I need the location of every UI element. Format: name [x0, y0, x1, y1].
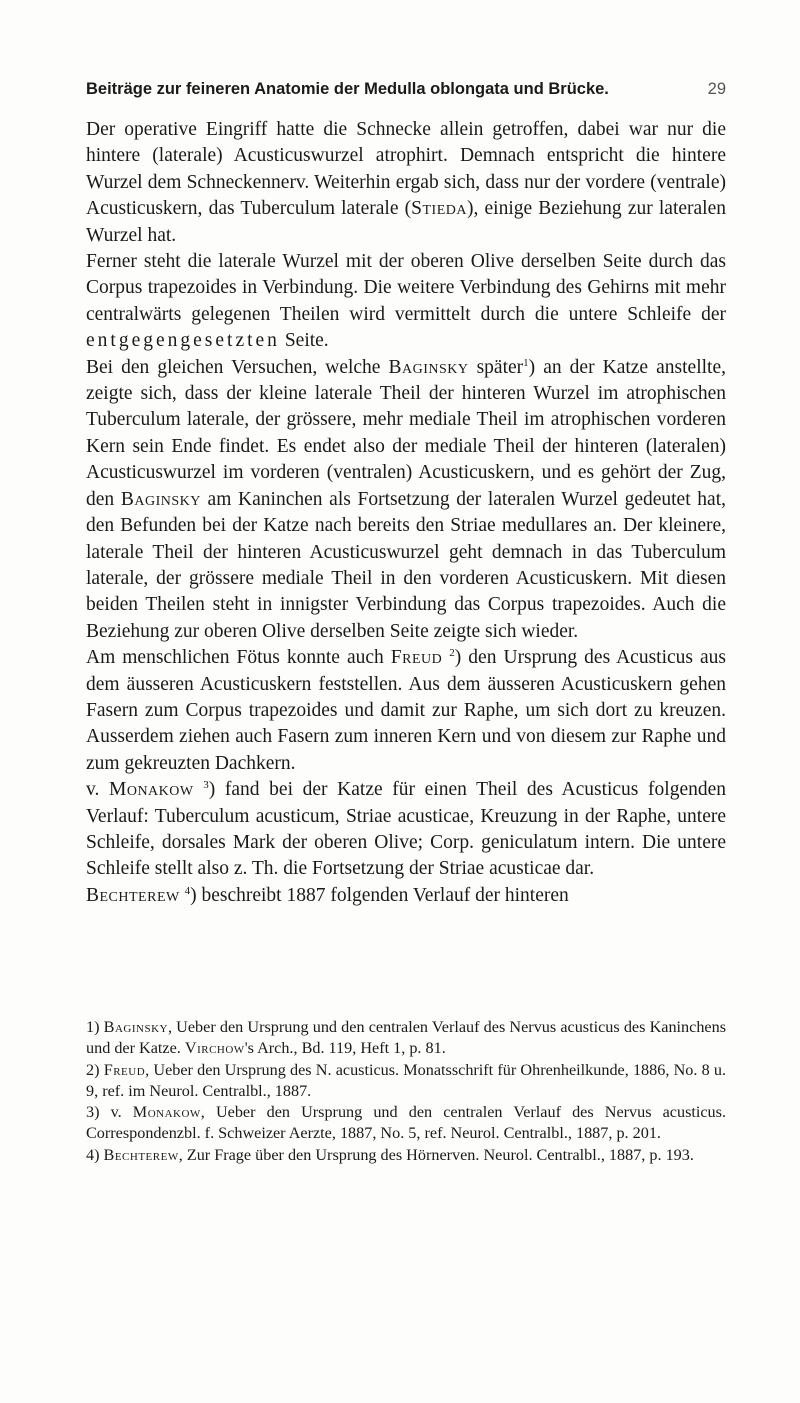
paragraph: v. Monakow $^3$) fand bei der Katze für einen Theil des Acusticus folgenden Verlauf: Tuberculum acusticum, Striae acusticae, Kreuzung in der Raphe, untere Schleife, dorsales Mark der oberen Olive; Corp. geniculatum intern. Die untere Schleife stellt also z. Th. die Fortsetzung der Striae acusticae dar. [86, 779, 727, 880]
footnote: 4) Bechterew, Zur Frage über den Ursprung des Hörnerven. Neurol. Centralbl., 1887, p. 193. [86, 1145, 694, 1164]
author-name: Stieda [411, 198, 467, 220]
footnote-ref: 1 [523, 356, 529, 369]
footnote: 3) v. Monakow, Ueber den Ursprung und den centralen Verlauf des Nervus acusticus. Correspondenzbl. f. Schweizer Aerzte, 1887, No. 5, ref. Neurol. Centralbl., 1887, p. 201. [86, 1103, 726, 1143]
footnotes [86, 1017, 726, 1166]
page-number: 29 [707, 80, 726, 98]
footnote-ref: 4 [184, 884, 191, 897]
spaced-emphasis: entgegengesetzten [86, 330, 280, 352]
author-name: Bechterew [86, 884, 180, 906]
footnote-ref: 2 [449, 647, 455, 660]
footnote: 2) Freud, Ueber den Ursprung des N. acusticus. Monatsschrift für Ohrenheilkunde, 1886, No. 8 u. 9, ref. im Neurol. Centralbl., 1887. [86, 1060, 727, 1100]
footnote: 1) Baginsky, Ueber den Ursprung und den centralen Verlauf des Nervus acusticus des Kaninchens und der Katze. Virchow's Arch., Bd. 119, Heft 1, p. 81. [86, 1018, 726, 1058]
paragraph: Am menschlichen Fötus konnte auch Freud $^2$) den Ursprung des Acusticus aus dem äusseren Acusticuskern feststellen. Aus dem äusseren Acusticuskern gehen Fasern zum Corpus trapezoides und damit zur Raphe, um sich dort zu kreuzen. Ausserdem ziehen auch Fasern zum inneren Kern und von diesem zur Raphe und zum gekreuzten Dachkern. [86, 647, 727, 774]
author-name: Baginsky [388, 356, 469, 378]
running-title: Beiträge zur feineren Anatomie der Medulla oblongata und Brücke. [86, 80, 609, 98]
running-head [86, 80, 726, 99]
paragraph: Ferner steht die laterale Wurzel mit der oberen Olive derselben Seite durch das Corpus trapezoides in Verbindung. Die weitere Verbindung des Gehirns mit mehr centralwärts gelegenen Theilen wird vermittelt durch die untere Schleife der entgegengesetzten Seite. [86, 251, 726, 352]
footnote-ref: 3 [203, 779, 209, 792]
paragraph: Bei den gleichen Versuchen, welche Baginsky später$^1$) an der Katze anstellte, zeigte sich, dass der kleine laterale Theil der hinteren Wurzel im atrophischen Tuberculum laterale, der grössere, mehr mediale Theil im atrophischen vorderen Kern sein Ende findet. Es endet also der mediale Theil der hinteren (lateralen) Acusticuswurzel im vorderen (ventralen) Acusticuskern, und es gehört der Zug, den Baginsky am Kaninchen als Fortsetzung der lateralen Wurzel gedeutet hat, den Befunden bei der Katze nach bereits den Striae medullares an. Der kleinere, laterale Theil der hinteren Acusticuswurzel geht demnach in das Tuberculum laterale, der grössere mediale Theil in den vorderen Acusticuskern. Mit diesen beiden Theilen steht in innigster Verbindung das Corpus trapezoides. Auch die Beziehung zur oberen Olive derselben Seite zeigte sich wieder. [86, 356, 727, 642]
author-name: Baginsky [120, 488, 201, 510]
body-text [86, 117, 726, 909]
author-name: Freud [390, 647, 443, 669]
paragraph: Bechterew $^4$) beschreibt 1887 folgenden Verlauf der hinteren [86, 884, 569, 906]
author-name: Monakow [109, 779, 194, 801]
paragraph: Der operative Eingriff hatte die Schnecke allein getroffen, dabei war nur die hintere (laterale) Acusticuswurzel atrophirt. Demnach entspricht die hintere Wurzel dem Schneckennerv. Weiterhin ergab sich, dass nur der vordere (ventrale) Acusticuskern, das Tuberculum laterale (Stieda), einige Beziehung zur lateralen Wurzel hat. [86, 119, 726, 246]
